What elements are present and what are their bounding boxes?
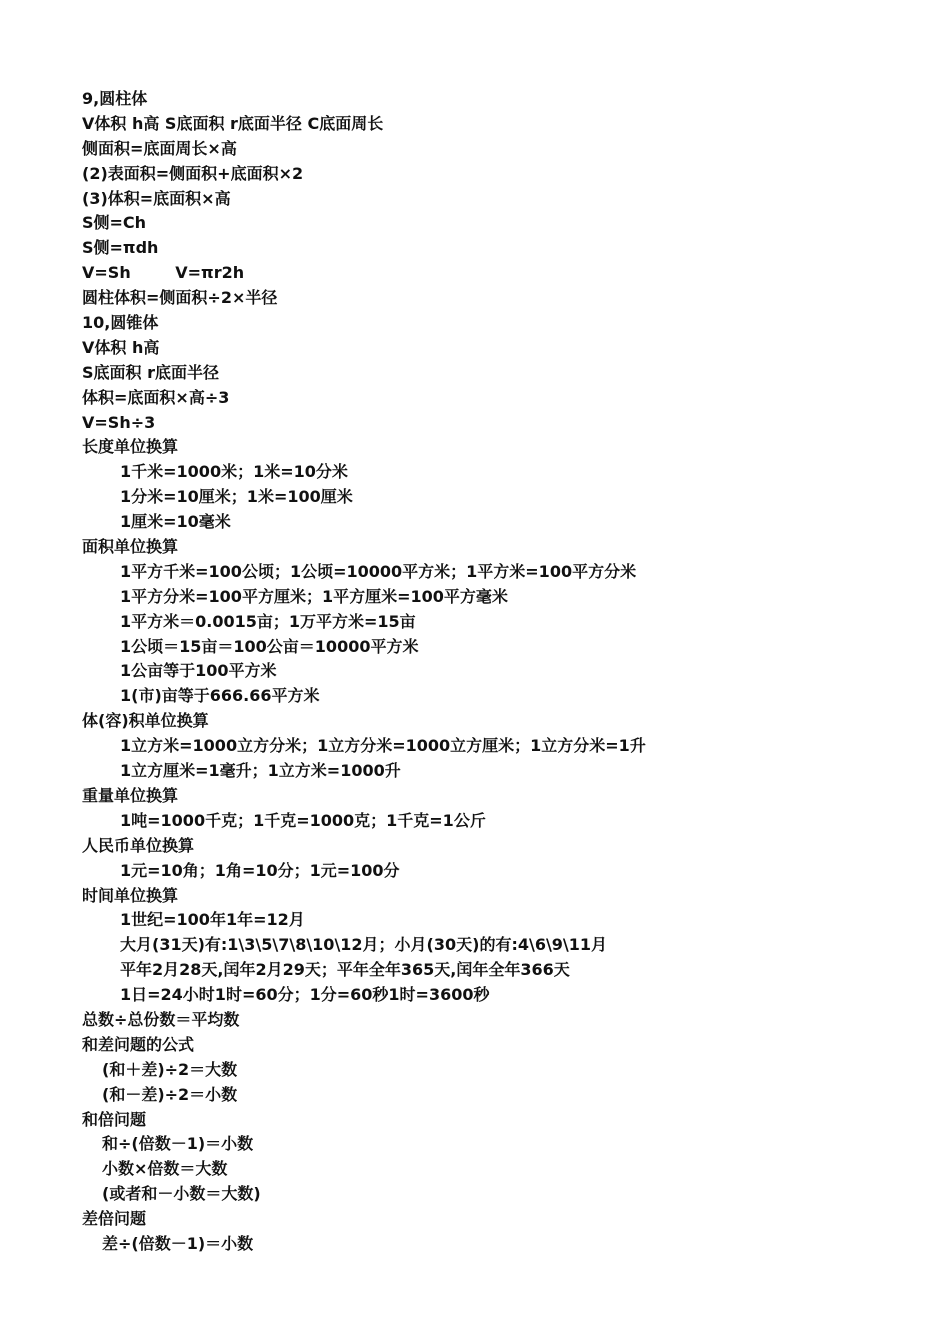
document-item-line: 小数×倍数＝大数 bbox=[102, 1159, 228, 1179]
document-heading-line: 重量单位换算 bbox=[82, 785, 179, 805]
document-item-line: 1立方米=1000立方分米；1立方分米=1000立方厘米；1立方分米=1升 bbox=[120, 736, 646, 756]
document-item-line: 1元=10角；1角=10分；1元=100分 bbox=[120, 860, 400, 880]
document-item-line: 差÷(倍数－1)＝小数 bbox=[102, 1233, 254, 1253]
document-heading-line: 和差问题的公式 bbox=[82, 1034, 195, 1054]
document-heading-line: (3)体积=底面积×高 bbox=[82, 188, 231, 208]
document-text-body bbox=[82, 87, 922, 1257]
document-heading-line: 差倍问题 bbox=[82, 1209, 147, 1229]
document-heading-line: 时间单位换算 bbox=[82, 885, 179, 905]
document-item-line: 1立方厘米=1毫升；1立方米=1000升 bbox=[120, 761, 401, 781]
document-heading-line: 人民币单位换算 bbox=[82, 835, 195, 855]
document-item-line: 和÷(倍数－1)＝小数 bbox=[102, 1134, 254, 1154]
document-heading-line: 体积=底面积×高÷3 bbox=[82, 387, 230, 407]
document-item-line: 大月(31天)有:1\3\5\7\8\10\12月；小月(30天)的有:4\6\9\11月 bbox=[120, 935, 608, 955]
document-heading-line: 9,圆柱体 bbox=[82, 89, 148, 108]
document-heading-line: V=Sh÷3 bbox=[82, 412, 156, 432]
document-item-line: 1吨=1000千克；1千克=1000克；1千克=1公斤 bbox=[120, 810, 486, 830]
document-item-line: 1厘米=10毫米 bbox=[120, 512, 231, 532]
document-heading-line: S底面积 r底面半径 bbox=[82, 362, 219, 382]
document-item-line: (或者和－小数＝大数) bbox=[102, 1184, 261, 1204]
document-item-line: (和＋差)÷2＝大数 bbox=[102, 1059, 238, 1079]
document-heading-line: V=Sh V=πr2h bbox=[82, 263, 245, 283]
document-item-line: 1(市)亩等于666.66平方米 bbox=[120, 686, 320, 706]
document-item-line: 1公亩等于100平方米 bbox=[120, 661, 277, 681]
document-item-line: 1平方千米=100公顷；1公顷=10000平方米；1平方米=100平方分米 bbox=[120, 561, 637, 581]
document-item-line: 平年2月28天,闰年2月29天；平年全年365天,闰年全年366天 bbox=[120, 960, 570, 980]
document-item-line: 1平方米＝0.0015亩；1万平方米=15亩 bbox=[120, 611, 416, 631]
document-heading-line: 圆柱体积=侧面积÷2×半径 bbox=[82, 288, 278, 308]
document-item-line: 1分米=10厘米；1米=100厘米 bbox=[120, 487, 353, 507]
document-item-line: 1千米=1000米；1米=10分米 bbox=[120, 462, 348, 482]
document-heading-line: 侧面积=底面周长×高 bbox=[82, 138, 237, 158]
document-heading-line: 面积单位换算 bbox=[82, 537, 179, 557]
document-heading-line: 10,圆锥体 bbox=[82, 313, 159, 333]
document-heading-line: 总数÷总份数＝平均数 bbox=[82, 1009, 240, 1029]
document-item-line: 1平方分米=100平方厘米；1平方厘米=100平方毫米 bbox=[120, 586, 508, 606]
document-heading-line: V体积 h高 bbox=[82, 337, 160, 357]
document-heading-line: (2)表面积=侧面积+底面积×2 bbox=[82, 163, 304, 183]
document-heading-line: V体积 h高 S底面积 r底面半径 C底面周长 bbox=[82, 113, 384, 133]
document-heading-line: 长度单位换算 bbox=[82, 437, 179, 457]
document-heading-line: 体(容)积单位换算 bbox=[82, 711, 209, 731]
document-item-line: 1日=24小时1时=60分；1分=60秒1时=3600秒 bbox=[120, 985, 490, 1005]
document-heading-line: S侧=Ch bbox=[82, 213, 147, 233]
document-item-line: (和－差)÷2＝小数 bbox=[102, 1084, 238, 1104]
document-item-line: 1世纪=100年1年=12月 bbox=[120, 910, 305, 930]
document-heading-line: 和倍问题 bbox=[82, 1109, 147, 1129]
document-item-line: 1公顷＝15亩＝100公亩＝10000平方米 bbox=[120, 636, 419, 656]
document-heading-line: S侧=πdh bbox=[82, 238, 159, 258]
